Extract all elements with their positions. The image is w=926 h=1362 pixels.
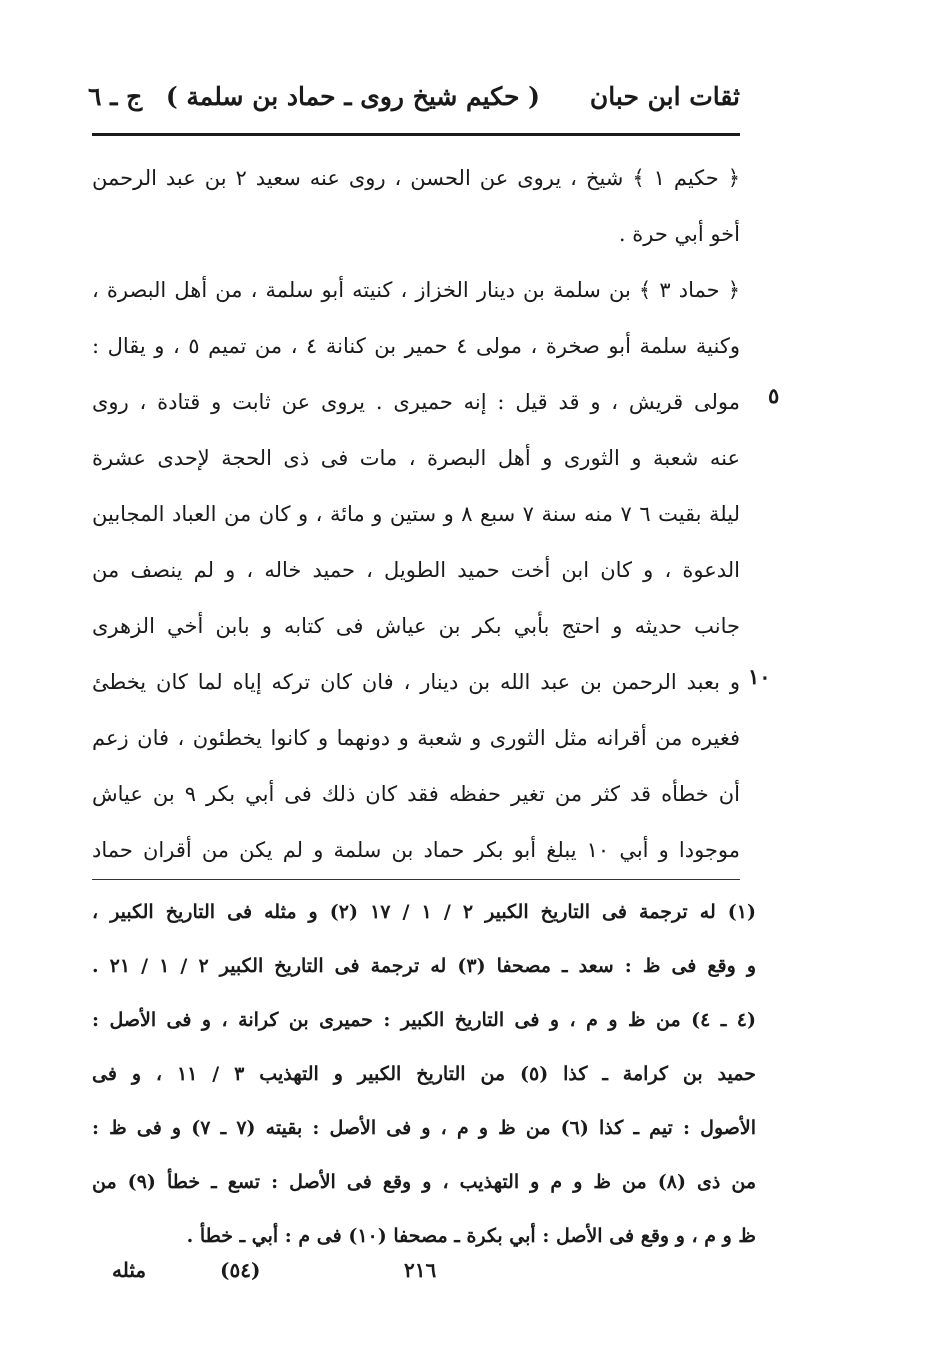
footnote-line: (٤ ـ ٤) من ظ و م ، و فى التاريخ الكبير : حميرى بن كرانة ، و فى الأصل : bbox=[92, 1009, 756, 1031]
main-text bbox=[92, 150, 740, 878]
footnote-line: و وقع فى ظ : سعد ـ مصحفا (٣) له ترجمة فى التاريخ الكبير ٢ / ١ / ٢١ . bbox=[92, 955, 756, 977]
footnote-line: حميد بن كرامة ـ كذا (٥) من التاريخ الكبير و التهذيب ٣ / ١١ ، و فى bbox=[92, 1063, 756, 1085]
text-line: عنه شعبة و الثورى و أهل البصرة ، مات فى ذى الحجة لإحدى عشرة bbox=[92, 446, 740, 470]
text-line: أخو أبي حرة . bbox=[618, 222, 740, 246]
text-line: أن خطأه قد كثر من تغير حفظه فقد كان ذلك فى أبي بكر ٩ بن عياش bbox=[92, 782, 740, 806]
volume-label: ج ـ ٦ bbox=[88, 82, 143, 111]
footnote-line: ظ و م ، و وقع فى الأصل : أبي بكرة ـ مصحفا (١٠) فى م : أبي ـ خطأ . bbox=[186, 1225, 756, 1247]
entry-range: ( حكيم شيخ روى ـ حماد بن سلمة ) bbox=[165, 82, 540, 111]
book-title: ثقات ابن حبان bbox=[589, 82, 740, 111]
line-number-5: ٥ bbox=[768, 383, 780, 408]
running-header bbox=[88, 82, 740, 126]
catchword: مثله bbox=[112, 1258, 147, 1282]
text-line: ﴿ حكيم ١ ﴾ شيخ ، يروى عن الحسن ، روى عنه سعيد ٢ بن عبد الرحمن bbox=[92, 166, 740, 190]
text-line: الدعوة ، و كان ابن أخت حميد الطويل ، حميد خاله ، و لم ينصف من bbox=[92, 558, 740, 582]
text-line: ﴿ حماد ٣ ﴾ بن سلمة بن دينار الخزاز ، كنيته أبو سلمة ، من أهل البصرة ، bbox=[92, 278, 740, 302]
header-rule bbox=[92, 133, 740, 136]
signature-mark: (٥٤) bbox=[220, 1258, 261, 1282]
line-number-10: ١٠ bbox=[748, 664, 771, 689]
footnote-rule bbox=[92, 879, 740, 880]
text-line: موجودا و أبي ١٠ يبلغ أبو بكر حماد بن سلمة و لم يكن من أقران حماد bbox=[92, 838, 740, 862]
footnote-line: (١) له ترجمة فى التاريخ الكبير ٢ / ١ / ١٧ (٢) و مثله فى التاريخ الكبير ، bbox=[92, 901, 756, 923]
text-line: مولى قريش ، و قد قيل : إنه حميرى . يروى عن ثابت و قتادة ، روى bbox=[92, 390, 740, 414]
text-line: فغيره من أقرانه مثل الثورى و شعبة و دونهما و كانوا يخطئون ، فان زعم bbox=[92, 726, 740, 750]
footnote-line: من ذى (٨) من ظ و م و التهذيب ، و وقع فى الأصل : تسع ـ خطأ (٩) من bbox=[92, 1171, 756, 1193]
text-line: و بعبد الرحمن بن عبد الله بن دينار ، فان كان تركه إياه لما كان يخطئ bbox=[92, 670, 740, 694]
footnotes bbox=[92, 885, 756, 1263]
footnote-line: الأصول : تيم ـ كذا (٦) من ظ و م ، و فى الأصل : بقيته (٧ ـ ٧) و فى ظ : bbox=[92, 1117, 756, 1139]
page-number: ٢١٦ bbox=[404, 1258, 437, 1282]
text-line: ليلة بقيت ٦ ٧ منه سنة ٧ سبع ٨ و ستين و مائة ، و كان من العباد المجابين bbox=[92, 502, 740, 526]
text-line: وكنية سلمة أبو صخرة ، مولى ٤ حمير بن كنانة ٤ ، من تميم ٥ ، و يقال : bbox=[92, 334, 740, 358]
text-line: جانب حديثه و احتج بأبي بكر بن عياش فى كتابه و بابن أخي الزهرى bbox=[92, 614, 740, 638]
